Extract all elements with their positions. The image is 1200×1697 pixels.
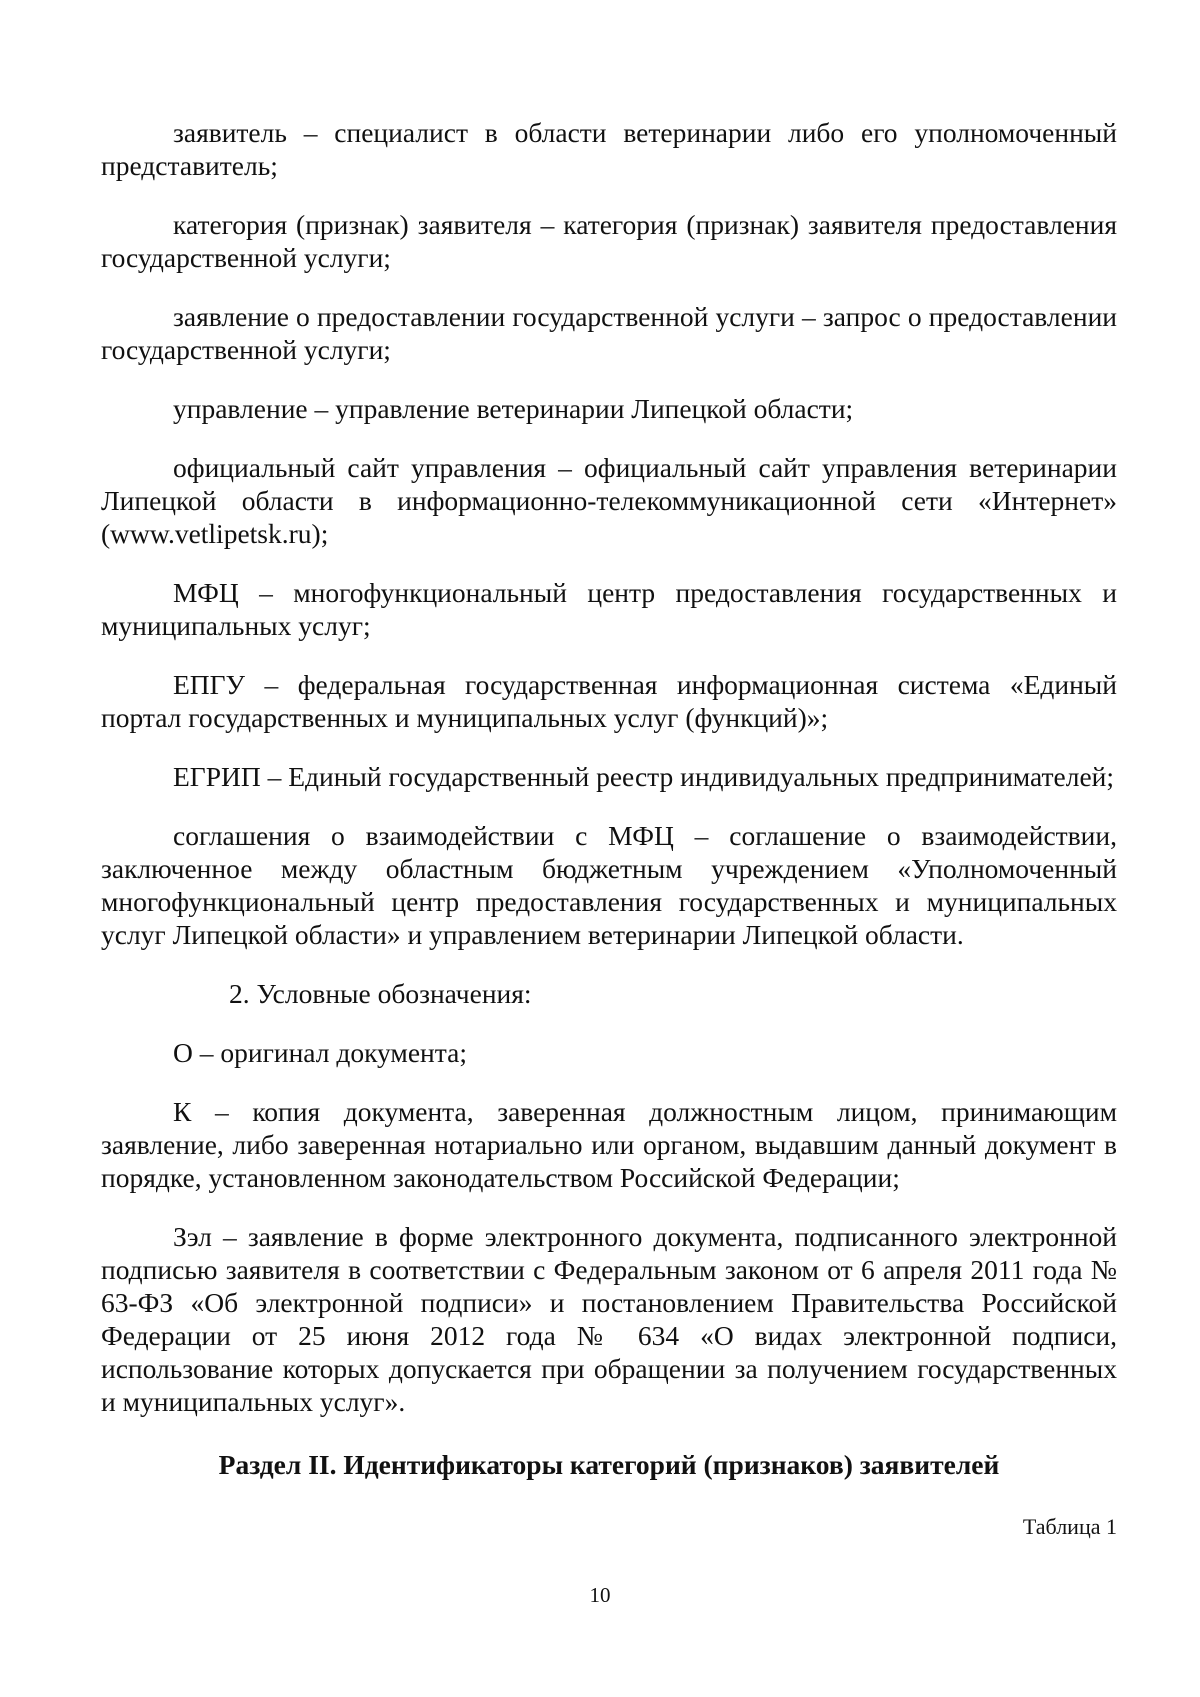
legend-heading: 2. Условные обозначения: [229, 978, 532, 1009]
page-number: 10 [589, 1583, 611, 1607]
legend-electronic-application: Зэл – заявление в форме электронного документа, подписанного электронной подписью заявителя в соответствии с Федеральным законом от 6 апреля 2011 года № 63-ФЗ «Об электронной подписи» и постановлением Правительства Российской Федерации от 25 июня 2012 года № 634 «О видах электронной подписи, использование которых допускается при обращении за получением государственных и муниципальных услуг». [101, 1221, 1117, 1417]
page-content [101, 116, 1117, 1541]
definition-mfc-agreement: соглашения о взаимодействии с МФЦ – соглашение о взаимодействии, заключенное между областным бюджетным учреждением «Уполномоченный многофункциональный центр предоставления государственных и муниципальных услуг Липецкой области» и управлением ветеринарии Липецкой области. [101, 820, 1117, 950]
definition-official-site: официальный сайт управления – официальный сайт управления ветеринарии Липецкой области в информационно-телекоммуникационной сети «Интернет» (www.vetlipetsk.ru); [101, 452, 1117, 549]
legend-original: О – оригинал документа; [173, 1037, 467, 1068]
definition-applicant: заявитель – специалист в области ветеринарии либо его уполномоченный представитель; [101, 117, 1117, 181]
section-title: Раздел II. Идентификаторы категорий (признаков) заявителей [218, 1449, 1000, 1480]
definition-application: заявление о предоставлении государственной услуги – запрос о предоставлении государственной услуги; [101, 301, 1117, 365]
definition-egrip: ЕГРИП – Единый государственный реестр индивидуальных предпринимателей; [173, 761, 1115, 792]
definition-department: управление – управление ветеринарии Липецкой области; [173, 393, 854, 424]
definition-applicant-category: категория (признак) заявителя – категория (признак) заявителя предоставления государственной услуги; [101, 209, 1117, 273]
definition-mfc: МФЦ – многофункциональный центр предоставления государственных и муниципальных услуг; [101, 577, 1117, 641]
legend-copy: К – копия документа, заверенная должностным лицом, принимающим заявление, либо заверенная нотариально или органом, выдавшим данный документ в порядке, установленном законодательством Российской Федерации; [101, 1096, 1117, 1193]
table-label: Таблица 1 [1022, 1514, 1117, 1539]
definition-epgu: ЕПГУ – федеральная государственная информационная система «Единый портал государственных и муниципальных услуг (функций)»; [101, 669, 1117, 733]
